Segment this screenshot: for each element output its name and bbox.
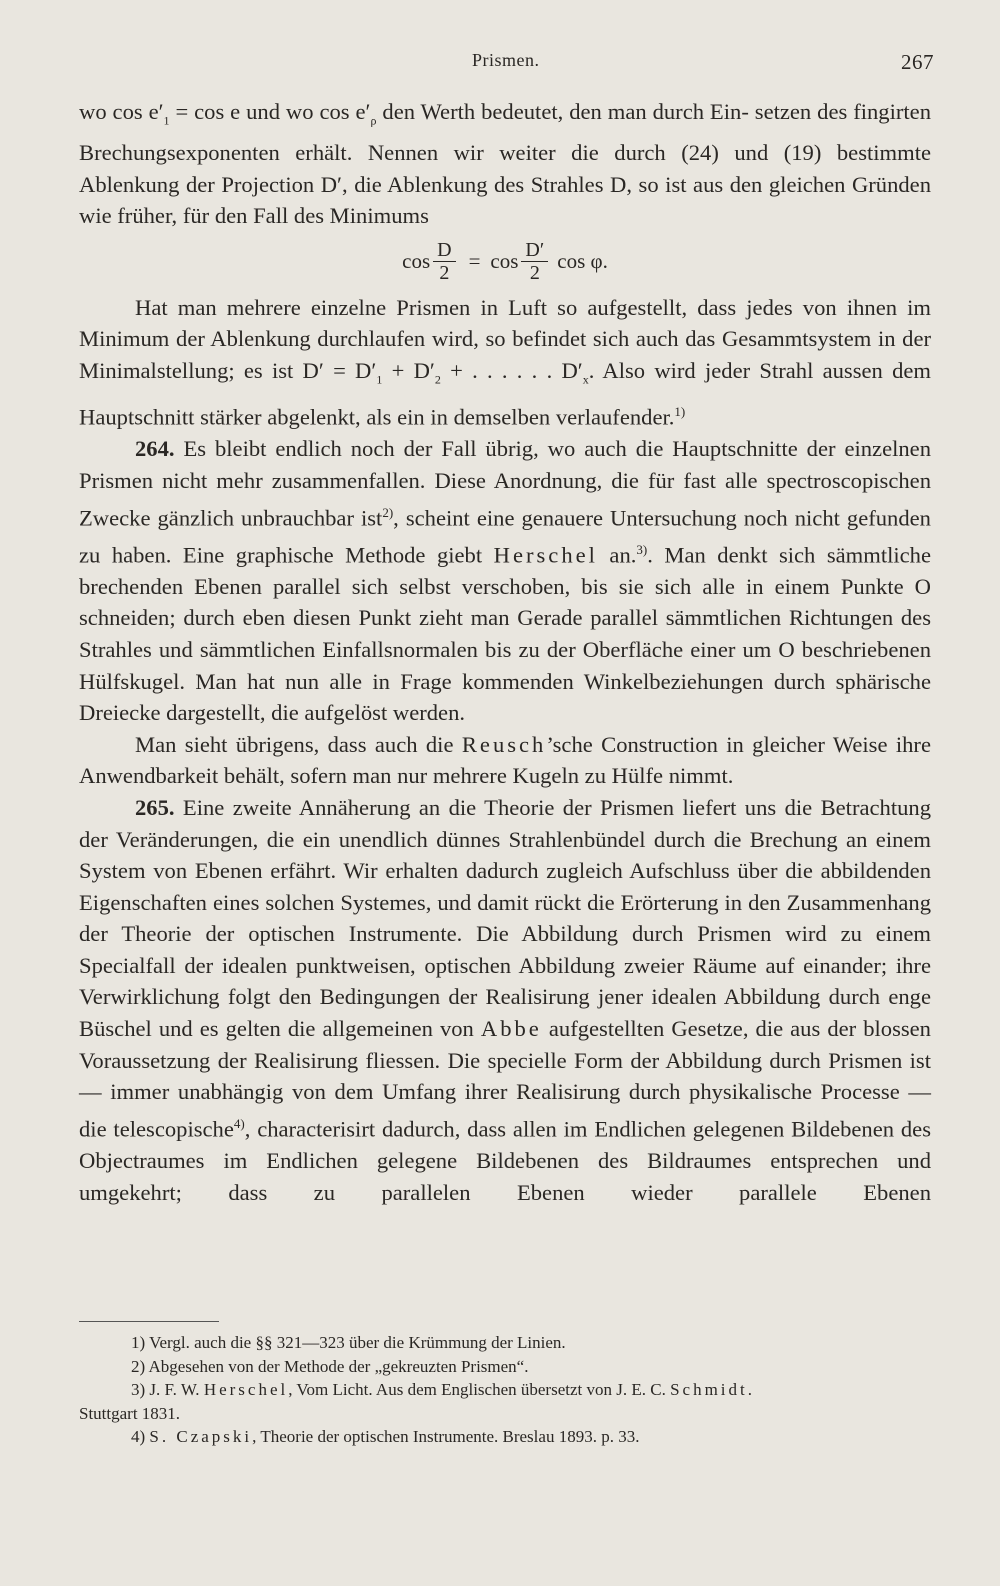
footnote-4: 4) S. Czapski, Theorie der optischen Instrumente. Breslau 1893. p. 33. — [131, 1427, 640, 1446]
section-number: 265. — [135, 794, 175, 820]
paragraph-2: Hat man mehrere einzelne Prismen in Luft so aufgestellt, dass jedes von ihnen im Minimum der Ablenkung durchlaufen wird, so befindet sich auch das Gesammtsystem in der Minimalstellung; es ist $D' = D'_1 + D'_2$ + . . . . . . $D'_x$. Also wird jeder Strahl aussen dem Hauptschnitt stärker abgelenkt, als ein in demselben verlaufender.$^{1)}$ — [79, 294, 931, 430]
footnote-3-cont: Stuttgart 1831. — [79, 1403, 181, 1423]
footnotes — [79, 1331, 931, 1449]
running-head: Prismen. — [472, 50, 540, 70]
fraction-dprime-half: $\frac{D'}{2}$ — [521, 239, 548, 284]
paragraph-265: 265. Eine zweite Annäherung an die Theorie der Prismen liefert uns die Betrachtung der Veränderungen, die ein unendlich dünnes Strahlenbündel durch die Brechung an einem System von Ebenen erfährt. Wir erhalten dadurch zugleich Aufschluss über die abbildenden Eigenschaften eines solchen Systemes, und damit rückt die Erörterung in den Zusammenhang der Theorie der optischen Instrumente. Die Abbildung durch Prismen wird zu einem Specialfall der idealen punktweisen, optischen Abbildung zweier Räume auf einander; ihre Verwirklichung folgt den Bedingungen der Realisirung jener idealen Abbildung durch enge Büschel und es gelten die allgemeinen von Abbe aufgestellten Gesetze, die aus der blossen Voraussetzung der Realisirung fliessen. Die specielle Form der Abbildung durch Prismen ist — immer unabhängig von dem Umfang ihrer Realisirung durch physikalische Processe — die telescopische$^{4)}$, characterisirt dadurch, dass allen im Endlichen gelegenen Bildebenen des Objectraumes im Endlichen gelegene Bildebenen des Bildraumes entsprechen und umgekehrt; dass zu parallelen Ebenen wieder parallele Ebenen — [79, 794, 931, 1205]
footnote-2: 2) Abgesehen von der Methode der „gekreuzten Prismen“. — [131, 1356, 529, 1376]
paragraph-reusch: Man sieht übrigens, dass auch die Reusch’sche Construction in gleicher Weise ihre Anwendbarkeit behält, sofern man nur mehrere Kugeln zu Hülfe nimmt. — [79, 731, 931, 789]
section-number: 264. — [135, 436, 175, 462]
footnote-1: 1) Vergl. auch die §§ 321—323 über die Krümmung der Linien. — [131, 1333, 566, 1352]
author-name: Abbe — [480, 1016, 542, 1042]
fraction-d-half: $\frac{D}{2}$ — [433, 239, 455, 284]
page-number: 267 — [901, 50, 934, 74]
main-text — [79, 96, 931, 1208]
equation: cos $\frac{D}{2}$ = cos $\frac{D'}{2}$ cos φ. — [402, 239, 608, 285]
paragraph-1: wo $\cos e'_1 = \cos e$ und wo $\cos e'_\rho$ den Werth bedeutet, den man durch Ein- setzen des fingirten Brechungsexponenten erhält. Nennen wir weiter die durch (24) und (19) bestimmte Ablenkung der Projection D′, die Ablenkung des Strahles D, so ist aus den gleichen Gründen wie früher, für den Fall des Minimums — [79, 99, 931, 229]
footnote-3: 3) J. F. W. Herschel, Vom Licht. Aus dem Englischen übersetzt von J. E. C. Schmidt. — [131, 1380, 752, 1399]
author-name: Herschel — [493, 542, 598, 568]
paragraph-264: 264. Es bleibt endlich noch der Fall übrig, wo auch die Hauptschnitte der einzelnen Prismen nicht mehr zusammenfallen. Diese Anordnung, die für fast alle spectroscopischen Zwecke gänzlich unbrauchbar ist$^{2)}$, scheint eine genauere Untersuchung noch nicht gefunden zu haben. Eine graphische Methode giebt Herschel an.$^{3)}$. Man denkt sich sämmtliche brechenden Ebenen parallel sich selbst verschoben, bis sie sich alle in einem Punkte O schneiden; durch eben diesen Punkt zieht man Gerade parallel sämmtlichen Richtungen des Strahles und sämmtlichen Einfallsnormalen bis zu der Oberfläche einer um O beschriebenen Hülfskugel. Man hat nun alle in Frage kommenden Winkelbeziehungen durch sphärische Dreiecke dargestellt, die aufgelöst werden. — [79, 436, 931, 726]
author-name: Reusch — [461, 731, 547, 757]
footnote-rule — [79, 1321, 219, 1322]
